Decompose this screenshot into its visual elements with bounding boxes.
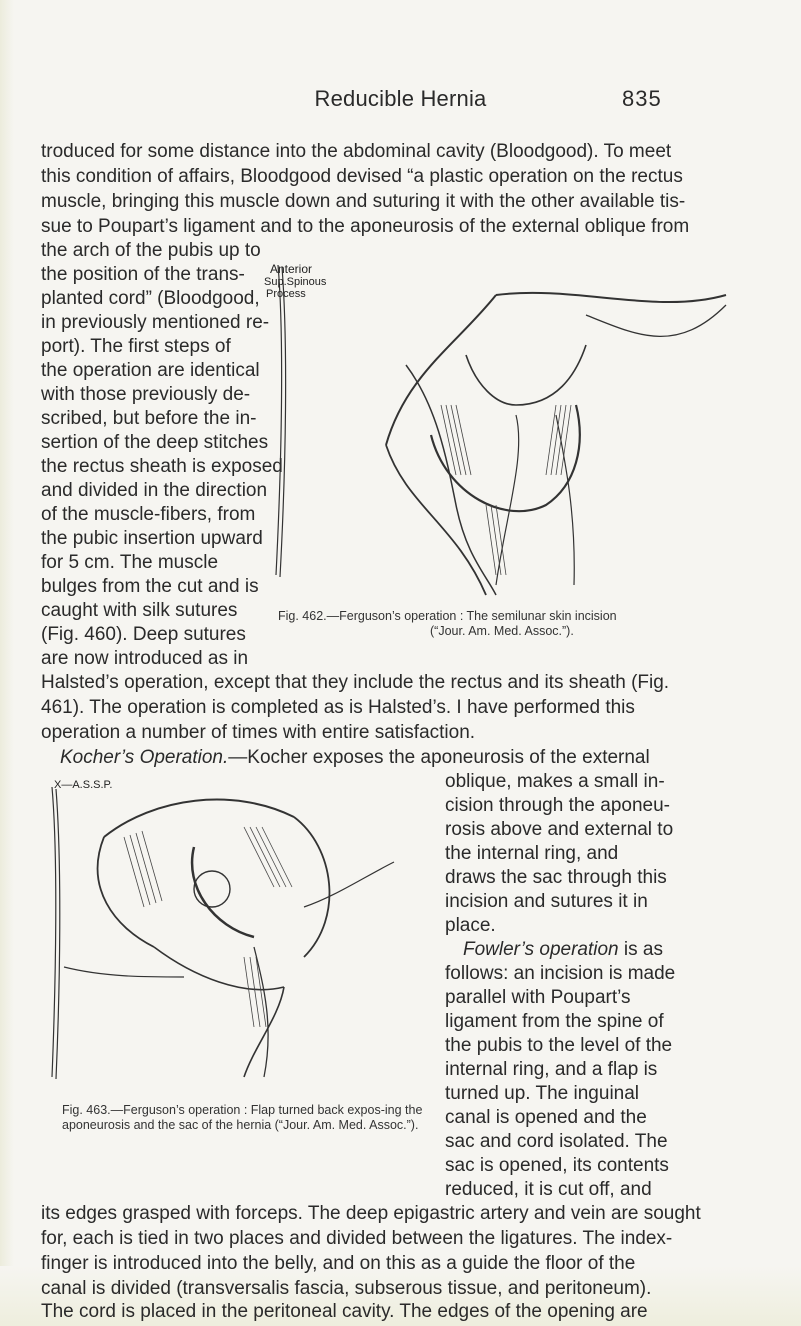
text-line: Halsted’s operation, except that they include the rectus and its sheath (Fig. (41, 672, 670, 693)
text-line: follows: an incision is made (445, 963, 676, 984)
page-number: 835 (622, 86, 662, 111)
text-line: turned up. The inguinal (445, 1083, 640, 1104)
text-line: 461). The operation is completed as is Halsted’s. I have performed this (41, 697, 635, 718)
text-line: scribed, but before the in- (41, 408, 257, 429)
text-line: place. (445, 915, 496, 936)
text-line: operation a number of times with entire satisfaction. (41, 722, 476, 743)
text-line: the operation are identical (41, 360, 260, 381)
figure-462-label: Process (266, 288, 306, 300)
text-line: sac and cord isolated. The (445, 1131, 668, 1152)
figure-462-caption: Fig. 462.—Ferguson’s operation : The semilunar skin incision (278, 609, 617, 623)
text-line: draws the sac through this (445, 867, 667, 888)
figure-463-illustration (44, 777, 429, 1102)
text-line: the arch of the pubis up to (41, 240, 261, 261)
text-run: —Kocher exposes the aponeurosis of the external (228, 747, 650, 768)
text-line: incision and sutures it in (445, 891, 648, 912)
text-line: in previously mentioned re- (41, 312, 270, 333)
text-line: with those previously de- (41, 384, 251, 405)
text-line: the pubis to the level of the (445, 1035, 673, 1056)
text-line: for, each is tied in two places and divided between the ligatures. The index- (41, 1228, 673, 1249)
text-line: the position of the trans- (41, 264, 245, 285)
text-line: parallel with Poupart’s (445, 987, 631, 1008)
text-line (463, 939, 663, 961)
text-line: and divided in the direction (41, 480, 268, 501)
text-line: canal is opened and the (445, 1107, 647, 1128)
figure-462-label: Anterior (270, 262, 313, 276)
figure-463-label: X—A.S.S.P. (54, 779, 113, 791)
text-line: muscle, bringing this muscle down and suturing it with the other available tis- (41, 191, 686, 212)
running-title: Reducible Hernia (314, 86, 487, 111)
page-left-edge (0, 0, 14, 1326)
text-line: its edges grasped with forceps. The deep epigastric artery and vein are sought (41, 1203, 701, 1224)
text-line: bulges from the cut and is (41, 576, 259, 597)
figure-462-illustration (256, 255, 776, 625)
figure-462-label: Sup.Spinous (264, 276, 327, 288)
section-heading: Fowler’s operation (463, 939, 619, 960)
text-line: this condition of affairs, Bloodgood devised “a plastic operation on the rectus (41, 166, 683, 187)
text-line: troduced for some distance into the abdominal cavity (Bloodgood). To meet (41, 141, 672, 162)
text-line: sue to Poupart’s ligament and to the aponeurosis of the external oblique from (41, 216, 690, 237)
text-line: ligament from the spine of (445, 1011, 664, 1032)
figure-462-caption: (“Jour. Am. Med. Assoc.”). (430, 624, 574, 638)
text-line: canal is divided (transversalis fascia, subserous tissue, and peritoneum). (41, 1278, 652, 1299)
text-line: are now introduced as in (41, 648, 249, 669)
text-line: cision through the aponeu- (445, 795, 670, 816)
text-line (60, 747, 650, 769)
text-run: is as (618, 939, 663, 960)
text-line: the internal ring, and (445, 843, 619, 864)
text-line: internal ring, and a flap is (445, 1059, 658, 1080)
text-line: the pubic insertion upward (41, 528, 263, 549)
text-line: finger is introduced into the belly, and on this as a guide the floor of the (41, 1253, 636, 1274)
text-line: sertion of the deep stitches (41, 432, 269, 453)
text-line: oblique, makes a small in- (445, 771, 665, 792)
text-line: planted cord” (Bloodgood, (41, 288, 260, 309)
text-line: the rectus sheath is exposed (41, 456, 283, 477)
text-line: sac is opened, its contents (445, 1155, 669, 1176)
section-heading: Kocher’s Operation. (60, 747, 229, 768)
figure-463-caption: Fig. 463.—Ferguson’s operation : Flap turned back expos-ing the aponeurosis and the sac of the hernia (“Jour. Am. Med. Assoc.”). (62, 1103, 423, 1132)
text-line: The cord is placed in the peritoneal cavity. The edges of the opening are (41, 1301, 648, 1322)
text-line: port). The first steps of (41, 336, 231, 357)
text-line: rosis above and external to (445, 819, 674, 840)
text-line: for 5 cm. The muscle (41, 552, 219, 573)
text-line: of the muscle-fibers, from (41, 504, 256, 525)
text-line: caught with silk sutures (41, 600, 238, 621)
text-line: reduced, it is cut off, and (445, 1179, 652, 1200)
text-line: (Fig. 460). Deep sutures (41, 624, 246, 645)
